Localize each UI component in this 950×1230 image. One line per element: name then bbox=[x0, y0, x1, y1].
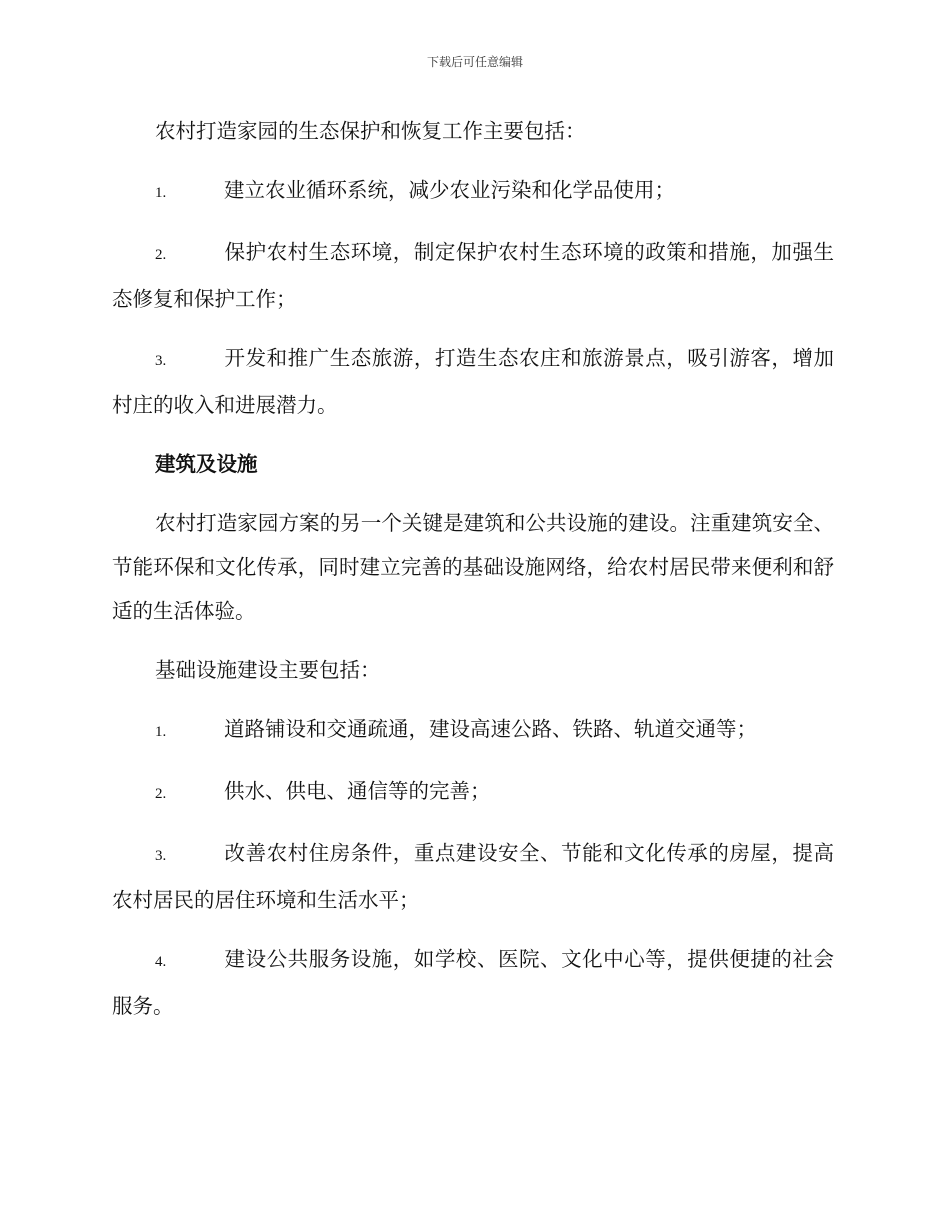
list-item bbox=[112, 831, 834, 922]
buildings-paragraph: 农村打造家园方案的另一个关键是建筑和公共设施的建设。注重建筑安全、节能环保和文化传承，同时建立完善的基础设施网络，给农村居民带来便利和舒适的生活体验。 bbox=[112, 511, 834, 623]
list-number: 1. bbox=[155, 185, 167, 201]
list-number: 3. bbox=[155, 848, 167, 864]
list-item bbox=[112, 769, 834, 816]
section-heading: 建筑及设施 bbox=[155, 452, 258, 476]
document-body bbox=[112, 109, 834, 1043]
infrastructure-intro: 基础设施建设主要包括： bbox=[155, 658, 381, 682]
list-text: 开发和推广生态旅游，打造生态农庄和旅游景点，吸引游客，增加村庄的收入和进展潜力。 bbox=[112, 346, 834, 417]
list-number: 3. bbox=[155, 353, 167, 369]
list-number: 2. bbox=[155, 786, 167, 802]
eco-intro: 农村打造家园的生态保护和恢复工作主要包括： bbox=[155, 119, 586, 143]
list-text: 建立农业循环系统，减少农业污染和化学品使用； bbox=[224, 178, 675, 202]
list-number: 2. bbox=[155, 247, 167, 263]
list-number: 4. bbox=[155, 954, 167, 970]
list-item bbox=[112, 707, 834, 754]
list-text: 建设公共服务设施，如学校、医院、文化中心等，提供便捷的社会服务。 bbox=[112, 947, 834, 1018]
list-text: 道路铺设和交通疏通，建设高速公路、铁路、轨道交通等； bbox=[224, 717, 757, 741]
list-item bbox=[112, 336, 834, 427]
list-text: 保护农村生态环境，制定保护农村生态环境的政策和措施，加强生态修复和保护工作； bbox=[112, 240, 834, 311]
list-item bbox=[112, 230, 834, 321]
list-text: 供水、供电、通信等的完善； bbox=[224, 779, 491, 803]
list-number: 1. bbox=[155, 724, 167, 740]
list-item bbox=[112, 937, 834, 1028]
page-header: 下载后可任意编辑 bbox=[426, 55, 523, 69]
list-text: 改善农村住房条件，重点建设安全、节能和文化传承的房屋，提高农村居民的居住环境和生活水平； bbox=[112, 841, 834, 912]
list-item bbox=[112, 168, 834, 215]
